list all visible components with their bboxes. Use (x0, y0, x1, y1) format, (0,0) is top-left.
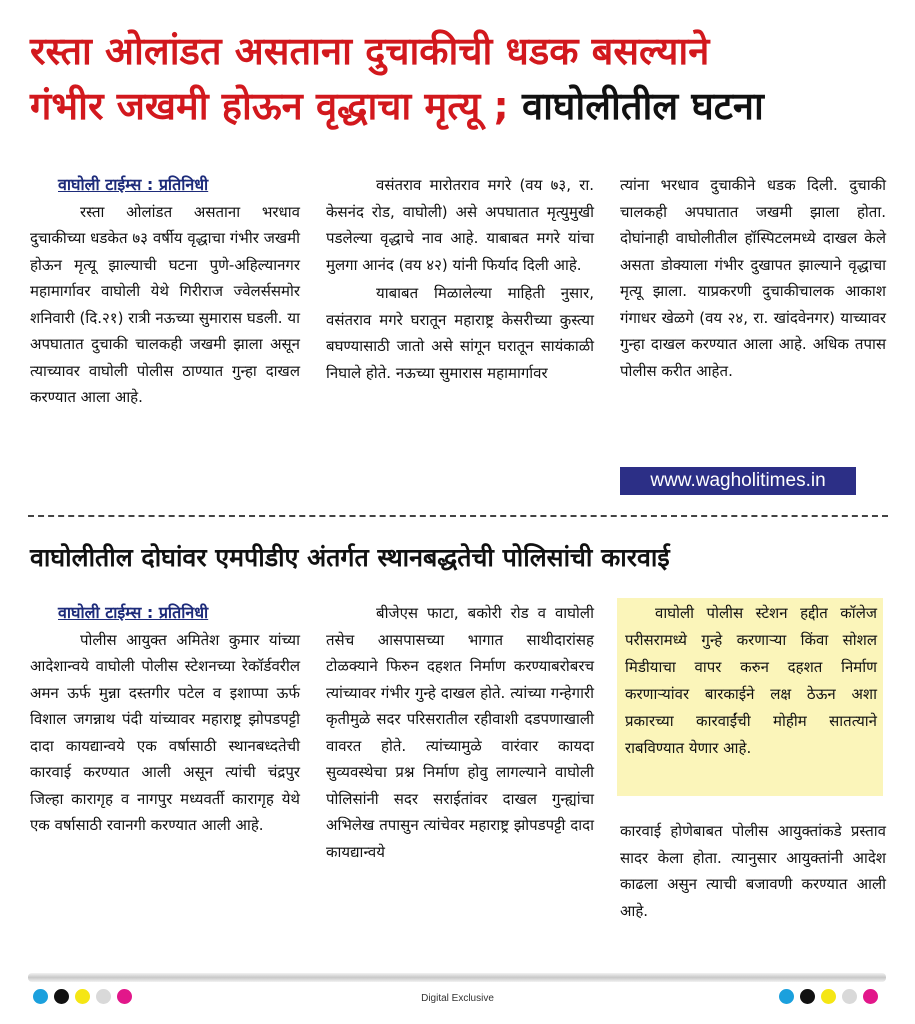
story1-col1-text: रस्ता ओलांडत असताना भरधाव दुचाकीच्या धडकेत ७३ वर्षीय वृद्धाचा गंभीर जखमी होऊन मृत्यू झाल्याची घटना पुणे-अहिल्यानगर महामार्गावर वाघोली येथे गिरीराज ज्वेलर्ससमोर शनिवारी (दि.२१) रात्री नऊच्या सुमारास घडली. या अपघातात दुचाकी चालकही जखमी झाला असून त्याच्यावर वाघोली पोलीस ठाण्यात गुन्हा दाखल करण्यात आला आहे. (30, 202, 300, 406)
magenta-dot (863, 989, 878, 1004)
highlight-text: वाघोली पोलीस स्टेशन हद्दीत कॉलेज परीसरामध्ये गुन्हे करणाऱ्या किंवा सोशल मिडीयाचा वापर करुन दहशत निर्माण करणाऱ्यांवर बारकाईने लक्ष ठेऊन अशा प्रकारच्या कारवाईंची मोहीम सातत्याने राबविण्यात येणार आहे. (625, 604, 877, 757)
story1-headline-line1: रस्ता ओलांडत असताना दुचाकीची धडक बसल्याने (30, 29, 710, 73)
section-divider (28, 515, 888, 517)
footer-bar (28, 973, 886, 982)
story1-headline (30, 24, 890, 134)
story2-column-1 (30, 600, 300, 839)
story1-headline-line2 (30, 78, 890, 134)
story1-col3-text: त्यांना भरधाव दुचाकीने धडक दिली. दुचाकी चालकही अपघातात जखमी झाला होता. दोघांनाही वाघोलीतील हॉस्पिटलमध्ये दाखल केले असता डोक्याला गंभीर दुखापत झाल्याने वृद्धाचा मृत्यू झाला. याप्रकरणी दुचाकीचालक आकाश गंगाधर खेळगे (वय २४, रा. खांदवेनगर) याच्यावर गुन्हा दाखल करण्यात आला आहे. अधिक तपास पोलीस करीत आहेत. (620, 176, 886, 380)
story2-headline: वाघोलीतील दोघांवर एमपीडीए अंतर्गत स्थानबद्धतेची पोलिसांची कारवाई (30, 543, 670, 572)
registration-marks-right (779, 989, 878, 1004)
story1-column-3 (620, 172, 886, 384)
story1-col2-para1: वसंतराव मारोतराव मगरे (वय ७३, रा. केसनंद रोड, वाघोली) असे अपघातात मृत्युमुखी पडलेल्या वृद्धाचे नाव आहे. याबाबत मगरे यांचा मुलगा आनंद (वय ४२) यांनी फिर्याद दिली आहे. (326, 176, 594, 274)
story2-column-3 (620, 818, 886, 924)
story2-byline: वाघोली टाईम्स : प्रतिनिधी (58, 603, 209, 622)
yellow-dot (821, 989, 836, 1004)
story2-col3-text: कारवाई होणेबाबत पोलीस आयुक्तांकडे प्रस्ताव सादर केला होता. त्यानुसार आयुक्तांनी आदेश काढला असुन त्याची बजावणी करण्यात आली आहे. (620, 822, 886, 920)
story1-column-1 (30, 172, 300, 411)
story1-col2-para2: याबाबत मिळालेल्या माहिती नुसार, वसंतराव मगरे घरातून महाराष्ट्र केसरीच्या कुस्त्या बघण्यासाठी जातो असे सांगून घरातून सायंकाळी निघाले होते. नऊच्या सुमारास महामार्गावर (326, 284, 594, 382)
grey-dot (842, 989, 857, 1004)
story1-headline-line2-red: गंभीर जखमी होऊन वृद्धाचा मृत्यू ; (30, 84, 509, 128)
black-dot (800, 989, 815, 1004)
story2-column-2 (326, 600, 594, 865)
story1-headline-line2-black: वाघोलीतील घटना (508, 84, 764, 128)
highlight-box (617, 598, 883, 796)
story2-col2-text: बीजेएस फाटा, बकोरी रोड व वाघोली तसेच आसपासच्या भागात साथीदारांसह टोळक्याने फिरुन दहशत निर्माण करण्याबरोबरच त्यांच्यावर गंभीर गुन्हे दाखल होते. त्यांच्या गन्हेगारी कृतीमुळे सदर परिसरातील रहीवाशी दडपणाखाली वावरत होते. त्यांच्यामुळे वारंवार कायदा सुव्यवस्थेचा प्रश्न निर्माण होवु लागल्याने वाघोली पोलिसांनी सदर सराईतांवर दाखल गुन्ह्यांचा अभिलेख तपासुन त्यांचेवर महाराष्ट्र झोपडपट्टी दादा कायद्यान्वये (326, 604, 594, 861)
story1-byline: वाघोली टाईम्स : प्रतिनिधी (58, 175, 209, 194)
footer-label: Digital Exclusive (421, 993, 494, 1004)
story2-col1-text: पोलीस आयुक्त अमितेश कुमार यांच्या आदेशान्वये वाघोली पोलीस स्टेशनच्या रेकॉर्डवरील अमन ऊर्फ मुन्ना दस्तगीर पटेल व इशाप्पा ऊर्फ विशाल जगन्नाथ पंदी यांच्यावर महाराष्ट्र झोपडपट्टी दादा कायद्यान्वये एक वर्षासाठी स्थानबध्दतेची कारवाई करण्यात आली असून त्यांची चंद्रपुर जिल्हा कारागृह व नागपुर मध्यवर्ती कारागृह येथे एक वर्षासाठी रवानगी करण्यात आली आहे. (30, 630, 300, 834)
cyan-dot (779, 989, 794, 1004)
website-link[interactable]: www.wagholitimes.in (620, 467, 856, 495)
story1-column-2 (326, 172, 594, 386)
